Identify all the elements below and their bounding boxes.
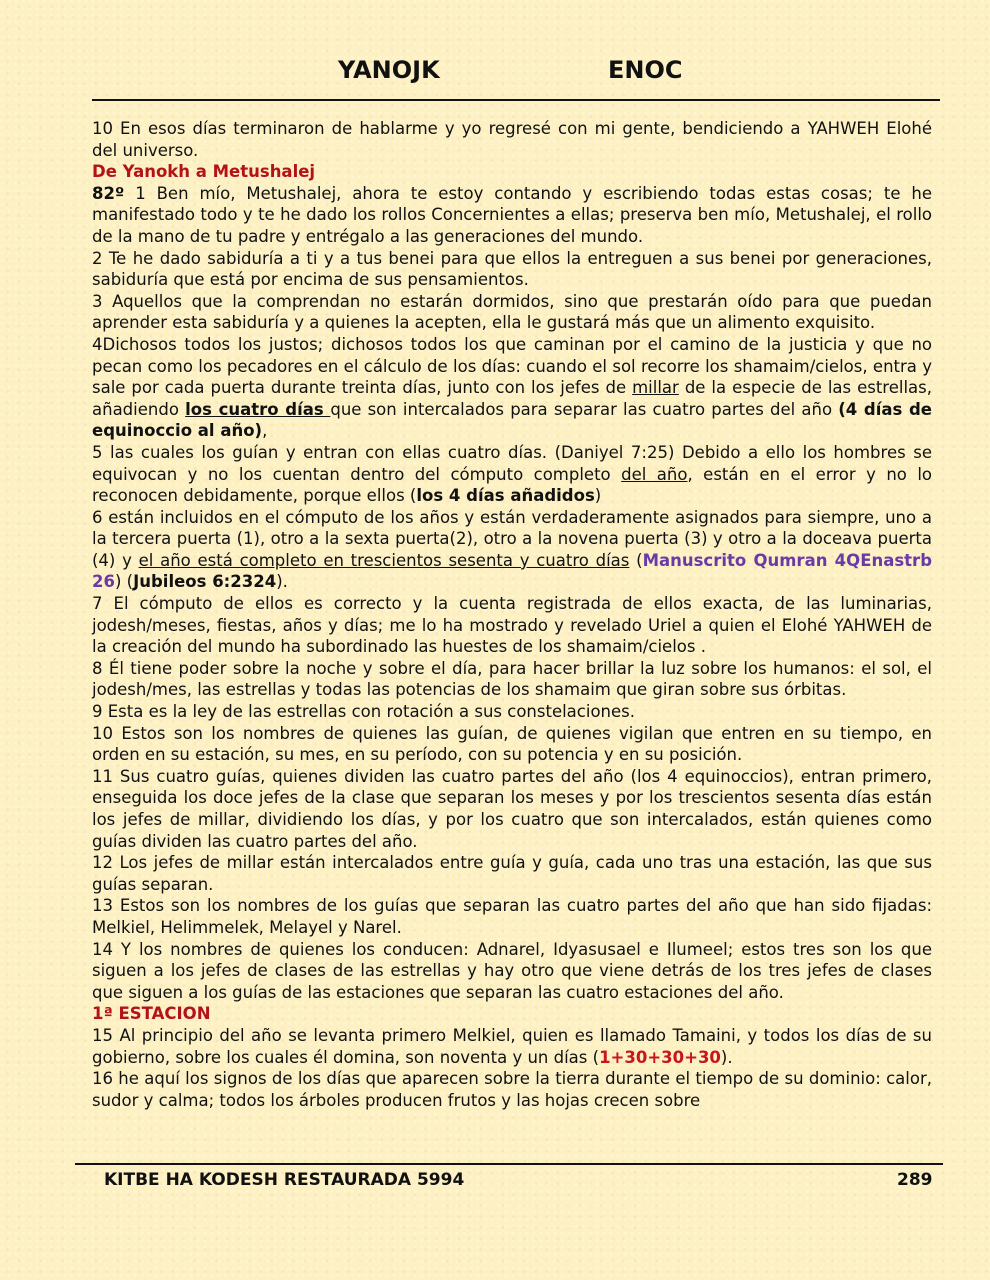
red-formula: 1+30+30+30 <box>599 1047 721 1067</box>
running-header <box>0 56 990 92</box>
underlined-term: el año está completo en trescientos sesenta y cuatro días <box>138 550 630 570</box>
verse-9: 9 Esta es la ley de las estrellas con rotación a sus constelaciones. <box>92 702 635 722</box>
verse-7: 7 El cómputo de ellos es correcto y la cuenta registrada de ellos exacta, de las luminarias, jodesh/meses, fiestas, años y días; me lo ha mostrado y revelado Uriel a quien el Elohé YAHWEH de la creación del mundo ha subordinado las huestes de los shamaim/cielos . <box>92 594 932 657</box>
verse-5 <box>92 442 932 507</box>
verse-2: 2 Te he dado sabiduría a ti y a tus benei para que ellos la entreguen a sus benei por generaciones, sabiduría que está por encima de sus pensamientos. <box>92 248 932 290</box>
verse-3: 3 Aquellos que la comprendan no estarán dormidos, sino que prestarán oído para que puedan aprender esta sabiduría y a quienes la acepten, ella le gustará más que un alimento exquisito. <box>92 291 932 333</box>
verse-text: 15 Al principio del año se levanta primero Melkiel, quien es llamado Tamaini, y todos los días de su gobierno, sobre los cuales él domina, son noventa y un días ( <box>92 1025 932 1067</box>
verse-text: ). <box>720 1047 733 1067</box>
verse-text: ) <box>594 486 602 506</box>
verse-text: 1 Ben mío, Metushalej, ahora te estoy contando y escribiendo todas estas cosas; te he manifestado todo y te he dado los rollos Concernientes a ellas; preserva ben mío, Metushalej, el rollo de la mano de tu padre y entrégalo a las generaciones del mundo. <box>92 183 932 246</box>
verse-10b: 10 Estos son los nombres de quienes las guían, de quienes vigilan que entren en su tiempo, en orden en su estación, su mes, en su período, con su potencia y en su posición. <box>92 723 932 765</box>
verse-text: 6 están incluidos en el cómputo de los años y están verdaderamente asignados para siempre, uno a la tercera puerta (1), otro a la sexta puerta(2), otro a la novena puerta (3) y otro a la doceava puerta (4) y <box>92 507 932 570</box>
verse-12: 12 Los jefes de millar están intercalados entre guía y guía, cada uno tras una estación, las que sus guías separan. <box>92 853 932 894</box>
verse-4 <box>92 334 932 442</box>
bold-note: (4 días de equinoccio al año) <box>92 399 932 441</box>
verse-text: ). <box>276 572 288 592</box>
verse-text: ) ( <box>114 572 134 592</box>
page-body <box>92 118 932 1111</box>
verse-text: 4Dichosos todos los justos; dichosos todos los que caminan por el camino de la justicia y que no pecan como los pecadores en el cálculo de los días: cuando el sol recorre los shamaim/cielos, entra y sale por cada puerta durante treinta días, junto con los jefes de <box>92 334 932 398</box>
header-right-title: ENOC <box>608 56 683 84</box>
verse-8: 8 Él tiene poder sobre la noche y sobre el día, para hacer brillar la luz sobre los humanos: el sol, el jodesh/mes, las estrellas y todas las potencias de los shamaim que giran sobre sus órbitas. <box>92 658 932 700</box>
underlined-term: millar <box>632 378 679 398</box>
underlined-term: del año <box>621 464 688 484</box>
verse-14: 14 Y los nombres de quienes los conducen: Adnarel, Idyasusael e Ilumeel; estos tres son los que siguen a los jefes de clases de las estrellas y hay otro que viene detrás de los tres jefes de clases que siguen a los guías de las estaciones que separan las cuatro estaciones del año. <box>92 939 932 1002</box>
verse-10: 10 En esos días terminaron de hablarme y yo regresé con mi gente, bendiciendo a YAHWEH Elohé del universo. <box>92 119 932 160</box>
header-left-title: YANOJK <box>338 56 440 84</box>
manuscript-reference: Manuscrito Qumran 4QEnastrb 26 <box>92 550 933 592</box>
verse-text: ( <box>629 550 643 570</box>
section-heading: De Yanokh a Metushalej <box>92 162 316 182</box>
verse-text: que son intercalados para separar las cuatro partes del año <box>330 399 839 419</box>
emphasis-term: los cuatro días <box>185 399 331 419</box>
verse-text: de la especie de las estrellas, añadiendo <box>92 378 932 419</box>
verse-11: 11 Sus cuatro guías, quienes dividen las cuatro partes del año (los 4 equinoccios), entran primero, enseguida los doce jefes de la clase que separan los meses y por los trescientos sesenta días están los jefes de millar, dividiendo los días, y por los cuatro que son intercalados, están quienes como guías dividen las cuatro partes del año. <box>92 766 932 851</box>
verse-text: 5 las cuales los guían y entran con ellas cuatro días. (Daniyel 7:25) Debido a ello los hombres se equivocan y no los cuentan dentro del cómputo completo <box>92 442 932 484</box>
verse-15 <box>92 1025 932 1068</box>
verse-text: , <box>262 421 268 441</box>
chapter-number: 82º <box>92 183 125 203</box>
verse-13: 13 Estos son los nombres de los guías que separan las cuatro partes del año que han sido fijadas: Melkiel, Helimmelek, Melayel y Narel. <box>92 896 932 937</box>
bold-reference: Jubileos 6:2324 <box>133 572 277 592</box>
page-number: 289 <box>897 1170 933 1190</box>
header-rule <box>92 99 940 101</box>
verse-1 <box>92 183 932 248</box>
verse-text: , están en el error y no lo reconocen debidamente, porque ellos ( <box>92 464 933 506</box>
footer-rule <box>75 1163 943 1165</box>
footer-book-title: KITBE HA KODESH RESTAURADA 5994 <box>104 1170 465 1190</box>
verse-16: 16 he aquí los signos de los días que aparecen sobre la tierra durante el tiempo de su dominio: calor, sudor y calma; todos los árboles producen frutos y las hojas crecen sobre <box>92 1069 932 1110</box>
bold-note: los 4 días añadidos <box>416 486 595 506</box>
section-heading: 1ª ESTACION <box>92 1004 211 1024</box>
verse-6 <box>92 507 932 593</box>
